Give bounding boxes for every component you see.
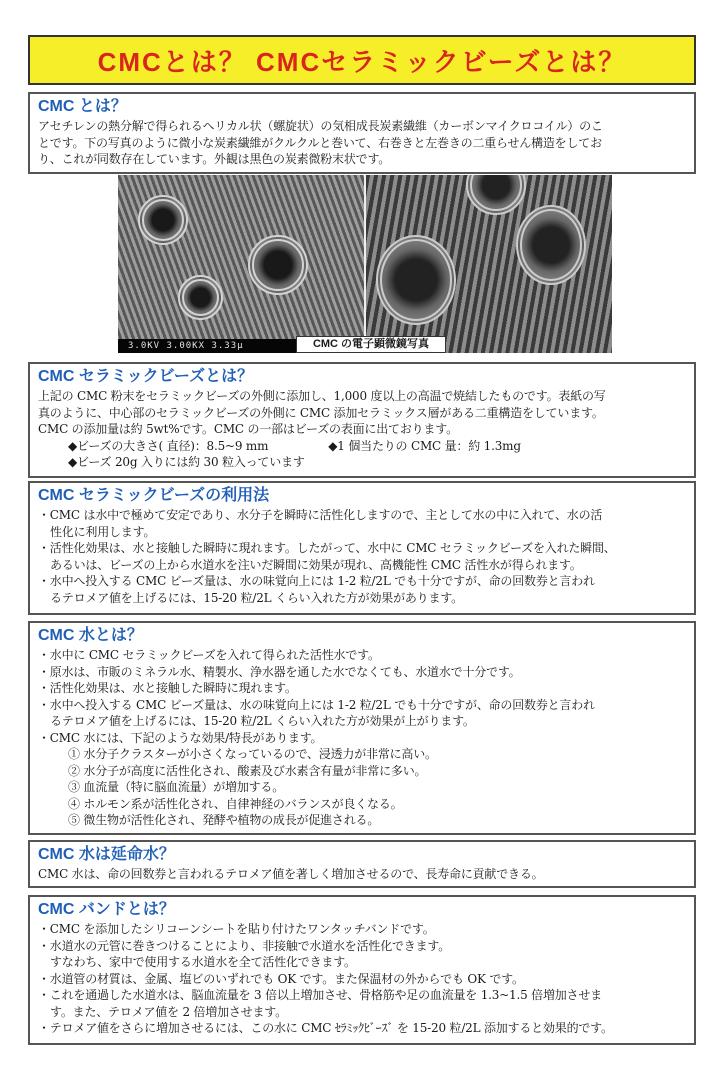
section-heading: CMC セラミックビーズの利用法	[38, 487, 270, 504]
effect-item: ① 水分子クラスターが小さくなっているので、浸透力が非常に高い。	[68, 747, 437, 761]
scale-bar-text: 3.0KV 3.00KX 3.33μ	[118, 339, 298, 353]
text-line: ・活性化効果は、水と接触した瞬時に現れます。	[38, 681, 297, 695]
text-line: ・活性化効果は、水と接触した瞬時に現れます。したがって、水中に CMC セラミックビーズを入れた瞬間、	[38, 541, 616, 555]
photo-right	[364, 175, 612, 353]
section-heading: CMC 水とは？	[38, 627, 143, 644]
text-line: 性化に利用します。	[50, 524, 156, 539]
effect-item: ⑤ 微生物が活性化され、発酵や植物の成長が促進される。	[68, 813, 380, 827]
text-line: るテロメア値を上げるには、15-20 粒/2L くらい入れた方が効果が上がります。	[50, 714, 475, 728]
text-line: り、これが同数存在しています。外観は黒色の炭素微粉末状です。	[38, 152, 391, 166]
text-line: す。また、テロメア値を 2 倍増加させます。	[50, 1004, 287, 1019]
text-line: ・水中へ投入する CMC ビーズ量は、水の味覚向上には 1-2 粒/2L でも十分ですが、命の回数券と言われ	[38, 697, 595, 712]
spec-line	[38, 438, 686, 455]
text-line: ・原水は、市販のミネラル水、精製水、浄水器を通した水でなくても、水道水で十分です。	[38, 664, 521, 679]
text-line: ・水中へ投入する CMC ビーズ量は、水の味覚向上には 1-2 粒/2L でも十分ですが、命の回数券と言われ	[38, 574, 595, 588]
text-line: ・水道水の元管に巻きつけることにより、非接触で水道水を活性化できます。	[38, 938, 451, 953]
section-ceramic-beads	[28, 362, 696, 478]
text-line: ・水道管の材質は、金属、塩ビのいずれでも OK です。また保温材の外からでも OK です。	[38, 971, 524, 986]
text-line: とです。下の写真のように微小な炭素繊維がクルクルと巻いて、右巻きと左巻きの二重らせん構造をしてお	[38, 135, 602, 150]
electron-microscope-photo	[118, 175, 612, 353]
text-line: すなわち、家中で使用する水道水を全て活性化できます。	[50, 955, 356, 969]
section-heading: CMC セラミックビーズとは？	[38, 368, 254, 385]
text-line: CMC の添加量は約 5wt%です。CMC の一部はビーズの表面に出ております。	[38, 422, 458, 436]
text-line: るテロメア値を上げるには、15-20 粒/2L くらい入れた方が効果があります。	[50, 590, 463, 605]
text-line: ・CMC 水には、下記のような効果/特長があります。	[38, 730, 323, 745]
page-title-banner	[28, 35, 696, 85]
effect-item: ② 水分子が高度に活性化され、酸素及び水素含有量が非常に多い。	[68, 763, 427, 778]
text-line: アセチレンの熱分解で得られるヘリカル状（螺旋状）の気相成長炭素繊維（カーボンマイクロコイル）のこ	[38, 119, 603, 133]
text-line: ・水中に CMC セラミックビーズを入れて得られた活性水です。	[38, 648, 380, 662]
text-line: ・これを通過した水道水は、脳血流量を 3 倍以上増加させ、骨格筋や足の血流量を 1.3~1.5 倍増加させま	[38, 988, 602, 1002]
section-cmc-water	[28, 621, 696, 835]
section-what-is-cmc	[28, 92, 696, 174]
spec-count: ◆ビーズ 20g 入りには約 30 粒入っています	[68, 455, 305, 469]
effect-item: ④ ホルモン系が活性化され、自律神経のバランスが良くなる。	[68, 796, 403, 811]
photo-caption: CMC の電子顕微鏡写真	[296, 336, 446, 353]
text-line: ・CMC を添加したシリコーンシートを貼り付けたワンタッチバンドです。	[38, 922, 435, 936]
page-title: CMCとは？ CMCセラミックビーズとは？	[97, 46, 627, 77]
spec-size: ◆ビーズの大きさ( 直径)：8.5~9 mm	[68, 438, 269, 453]
spec-cmc-amount: ◆1 個当たりの CMC 量：約 1.3mg	[328, 438, 521, 453]
section-cmc-band	[28, 895, 696, 1045]
text-line: 真のように、中心部のセラミックビーズの外側に CMC 添加セラミックス層がある二重構造をしています。	[38, 405, 604, 420]
text-line: ・CMC は水中で極めて安定であり、水分子を瞬時に活性化しますので、主として水の中に入れて、水の活	[38, 508, 603, 522]
text-line: CMC 水は、命の回数券と言われるテロメア値を著しく増加させるので、長寿命に貢献できる。	[38, 867, 544, 881]
photo-left	[118, 175, 364, 353]
section-heading: CMC とは？	[38, 98, 127, 115]
section-usage	[28, 481, 696, 615]
section-longevity-water	[28, 840, 696, 888]
section-heading: CMC バンドとは？	[38, 901, 175, 918]
text-line: ・テロメア値をさらに増加させるには、この水に CMC ｾﾗﾐｯｸﾋﾞｰｽﾞ を 15-20 粒/2L 添加すると効果的です。	[38, 1021, 613, 1035]
text-line: あるいは、ビーズの上から水道水を注いだ瞬間に効果が現れ、高機能性 CMC 活性水が得られます。	[50, 557, 582, 572]
section-heading: CMC 水は延命水？	[38, 846, 175, 863]
effect-item: ③ 血流量（特に脳血流量）が増加する。	[68, 780, 285, 794]
text-line: 上記の CMC 粉末をセラミックビーズの外側に添加し、1,000 度以上の高温で焼結したものです。表紙の写	[38, 389, 606, 403]
